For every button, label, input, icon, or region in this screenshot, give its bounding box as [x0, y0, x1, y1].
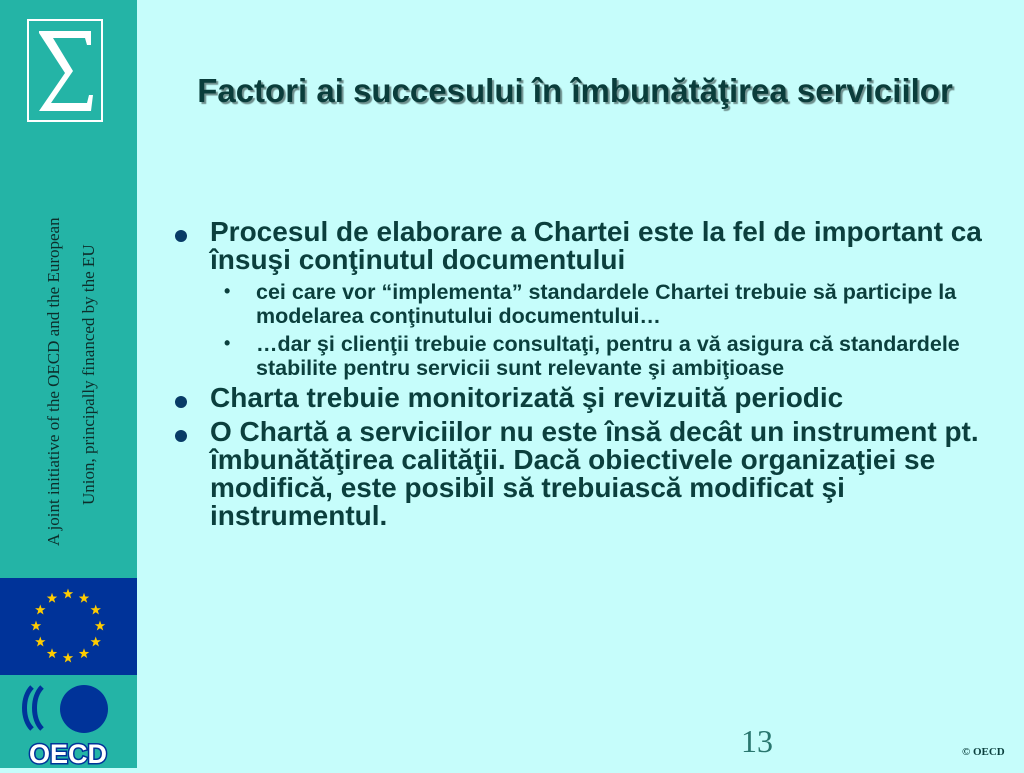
- eu-star-icon: [35, 637, 45, 647]
- eu-star-icon: [47, 648, 57, 658]
- sub-bullet-text: cei care vor “implementa” standardele Chartei trebuie să participe la modelarea conţinutului documentului…: [256, 280, 957, 328]
- bullet-item: [170, 384, 990, 412]
- eu-star-icon: [90, 637, 100, 647]
- sub-bullet-item: [170, 332, 990, 380]
- bullet-dot-icon: [175, 396, 187, 408]
- slide-title: Factori ai succesului în îmbunătăţirea serviciilor: [197, 72, 953, 109]
- sub-bullet-text: …dar şi clienţii trebuie consultaţi, pentru a vă asigura că standardele stabilite pentru servicii sunt relevante şi ambiţioase: [256, 332, 960, 380]
- oecd-logo-icon: [18, 683, 118, 768]
- eu-star-icon: [63, 653, 73, 663]
- bullet-text: Charta trebuie monitorizată şi revizuită periodic: [210, 382, 844, 413]
- sigma-logo: [27, 19, 103, 122]
- eu-star-icon: [63, 589, 73, 599]
- eu-star-icon: [47, 593, 57, 603]
- bullet-item: [170, 418, 990, 530]
- sub-bullet-item: [170, 280, 990, 328]
- eu-flag-icon: [0, 578, 137, 675]
- sub-bullet-dot-icon: •: [224, 333, 231, 353]
- eu-star-icon: [31, 621, 41, 631]
- eu-star-icon: [79, 593, 89, 603]
- oecd-logo-text: OECD: [28, 739, 108, 768]
- copyright-notice: © OECD: [962, 746, 1005, 758]
- sidebar-caption-line1: A joint initiative of the OECD and the European: [44, 217, 63, 546]
- bullet-dot-icon: [175, 430, 187, 442]
- bullet-dot-icon: [175, 230, 187, 242]
- sub-bullet-dot-icon: •: [224, 281, 231, 301]
- eu-star-icon: [35, 605, 45, 615]
- eu-star-icon: [79, 648, 89, 658]
- bullet-text: Procesul de elaborare a Chartei este la fel de important ca însuşi conţinutul documentului: [210, 216, 982, 275]
- bullet-item: [170, 218, 990, 274]
- sidebar-caption-line2: Union, principally financed by the EU: [79, 244, 98, 505]
- bullet-text: O Chartă a serviciilor nu este însă decât un instrument pt. îmbunătăţirea calităţii. Dacă obiectivele organizaţiei se modifică, este posibil să trebuiască modificat şi instrumentul.: [210, 416, 979, 531]
- sigma-icon: [29, 21, 101, 120]
- eu-star-icon: [90, 605, 100, 615]
- sidebar: [0, 0, 137, 768]
- bullet-list: [170, 218, 990, 536]
- eu-star-icon: [95, 621, 105, 631]
- page-number: 13: [741, 723, 773, 759]
